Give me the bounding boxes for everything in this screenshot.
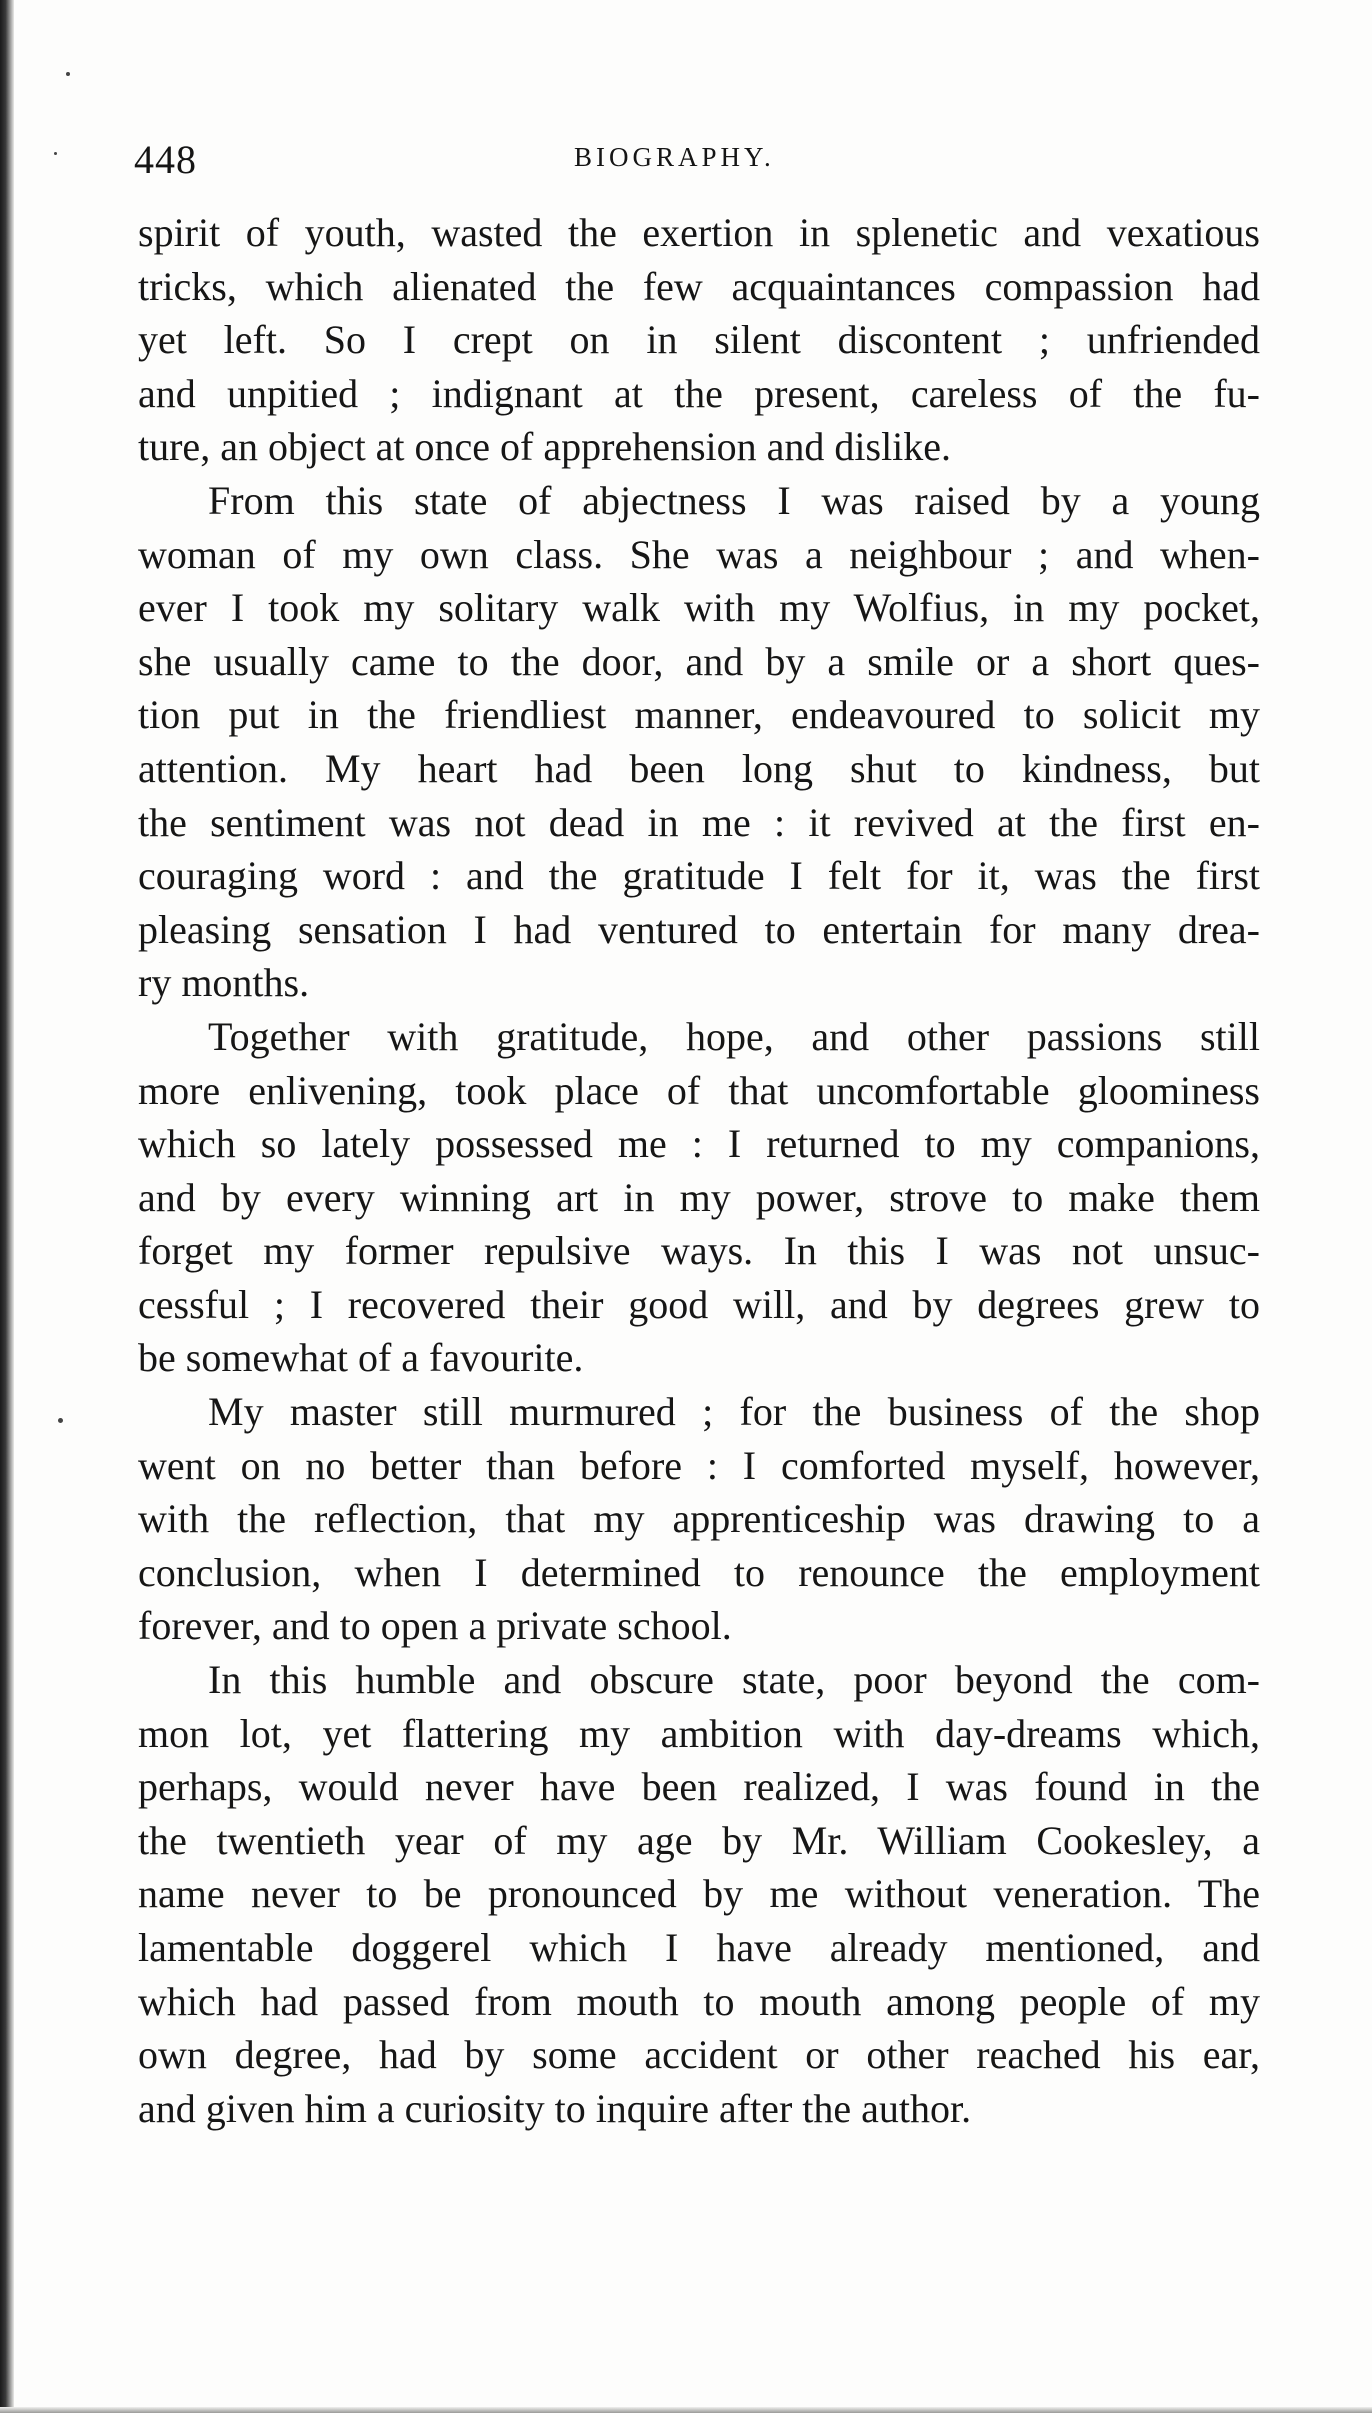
text-line: and by every winning art in my power, strove to make them [138, 1174, 1260, 1220]
paragraph [138, 474, 1260, 1010]
text-line: forever, and to open a private school. [138, 1603, 732, 1649]
text-line: name never to be pronounced by me without veneration. The [138, 1871, 1260, 1917]
text-line: she usually came to the door, and by a smile or a short ques- [138, 638, 1260, 684]
text-line: spirit of youth, wasted the exertion in splenetic and vexatious [138, 210, 1260, 255]
page-bottom-edge [0, 2407, 1372, 2413]
text-line: yet left. So I crept on in silent discontent ; unfriended [138, 317, 1260, 363]
text-line: be somewhat of a favourite. [138, 1335, 584, 1381]
ink-speck [58, 1418, 63, 1423]
text-line: attention. My heart had been long shut to kindness, but [138, 745, 1260, 791]
text-line: forget my former repulsive ways. In this I was not unsuc- [138, 1228, 1260, 1274]
page-binding-edge [0, 0, 14, 2413]
text-line: own degree, had by some accident or other reached his ear, [138, 2032, 1260, 2078]
page-header [134, 136, 1254, 196]
text-line: the sentiment was not dead in me : it revived at the first en- [138, 799, 1260, 845]
text-line: Together with gratitude, hope, and other passions still [208, 1013, 1260, 1059]
text-line: perhaps, would never have been realized, I was found in the [138, 1764, 1260, 1810]
text-line: In this humble and obscure state, poor beyond the com- [208, 1657, 1260, 1703]
text-line: went on no better than before : I comforted myself, however, [138, 1442, 1260, 1488]
text-line: ture, an object at once of apprehension and dislike. [138, 424, 952, 470]
text-line: mon lot, yet flattering my ambition with day-dreams which, [138, 1710, 1260, 1756]
paragraph [138, 206, 1260, 474]
paragraph [138, 1385, 1260, 1653]
text-line: From this state of abjectness I was raised by a young [208, 477, 1260, 523]
page-number: 448 [134, 137, 197, 182]
text-line: lamentable doggerel which I have already mentioned, and [138, 1925, 1260, 1970]
text-line: pleasing sensation I had ventured to entertain for many drea- [138, 906, 1260, 952]
text-line: the twentieth year of my age by Mr. William Cookesley, a [138, 1817, 1260, 1863]
text-line: and given him a curiosity to inquire after the author. [138, 2085, 972, 2131]
paragraph [138, 1010, 1260, 1385]
text-line: My master still murmured ; for the business of the shop [208, 1389, 1260, 1435]
text-line: conclusion, when I determined to renounce the employment [138, 1549, 1260, 1595]
text-line: couraging word : and the gratitude I felt for it, was the first [138, 853, 1260, 899]
running-head: BIOGRAPHY. [574, 142, 775, 172]
text-line: ever I took my solitary walk with my Wolfius, in my pocket, [138, 585, 1260, 631]
text-line: cessful ; I recovered their good will, and by degrees grew to [138, 1281, 1260, 1327]
paragraph [138, 1653, 1260, 2135]
ink-speck [66, 72, 70, 76]
text-line: which had passed from mouth to mouth among people of my [138, 1978, 1260, 2024]
text-line: and unpitied ; indignant at the present, careless of the fu- [138, 370, 1260, 416]
text-line: tion put in the friendliest manner, endeavoured to solicit my [138, 692, 1260, 738]
text-line: tricks, which alienated the few acquaintances compassion had [138, 263, 1260, 309]
text-line: woman of my own class. She was a neighbour ; and when- [138, 531, 1260, 577]
text-line: which so lately possessed me : I returned to my companions, [138, 1121, 1260, 1167]
text-line: ry months. [138, 960, 310, 1006]
text-line: with the reflection, that my apprenticeship was drawing to a [138, 1496, 1260, 1542]
body-text [138, 206, 1260, 2135]
ink-speck [54, 152, 57, 155]
text-line: more enlivening, took place of that uncomfortable gloominess [138, 1067, 1260, 1113]
